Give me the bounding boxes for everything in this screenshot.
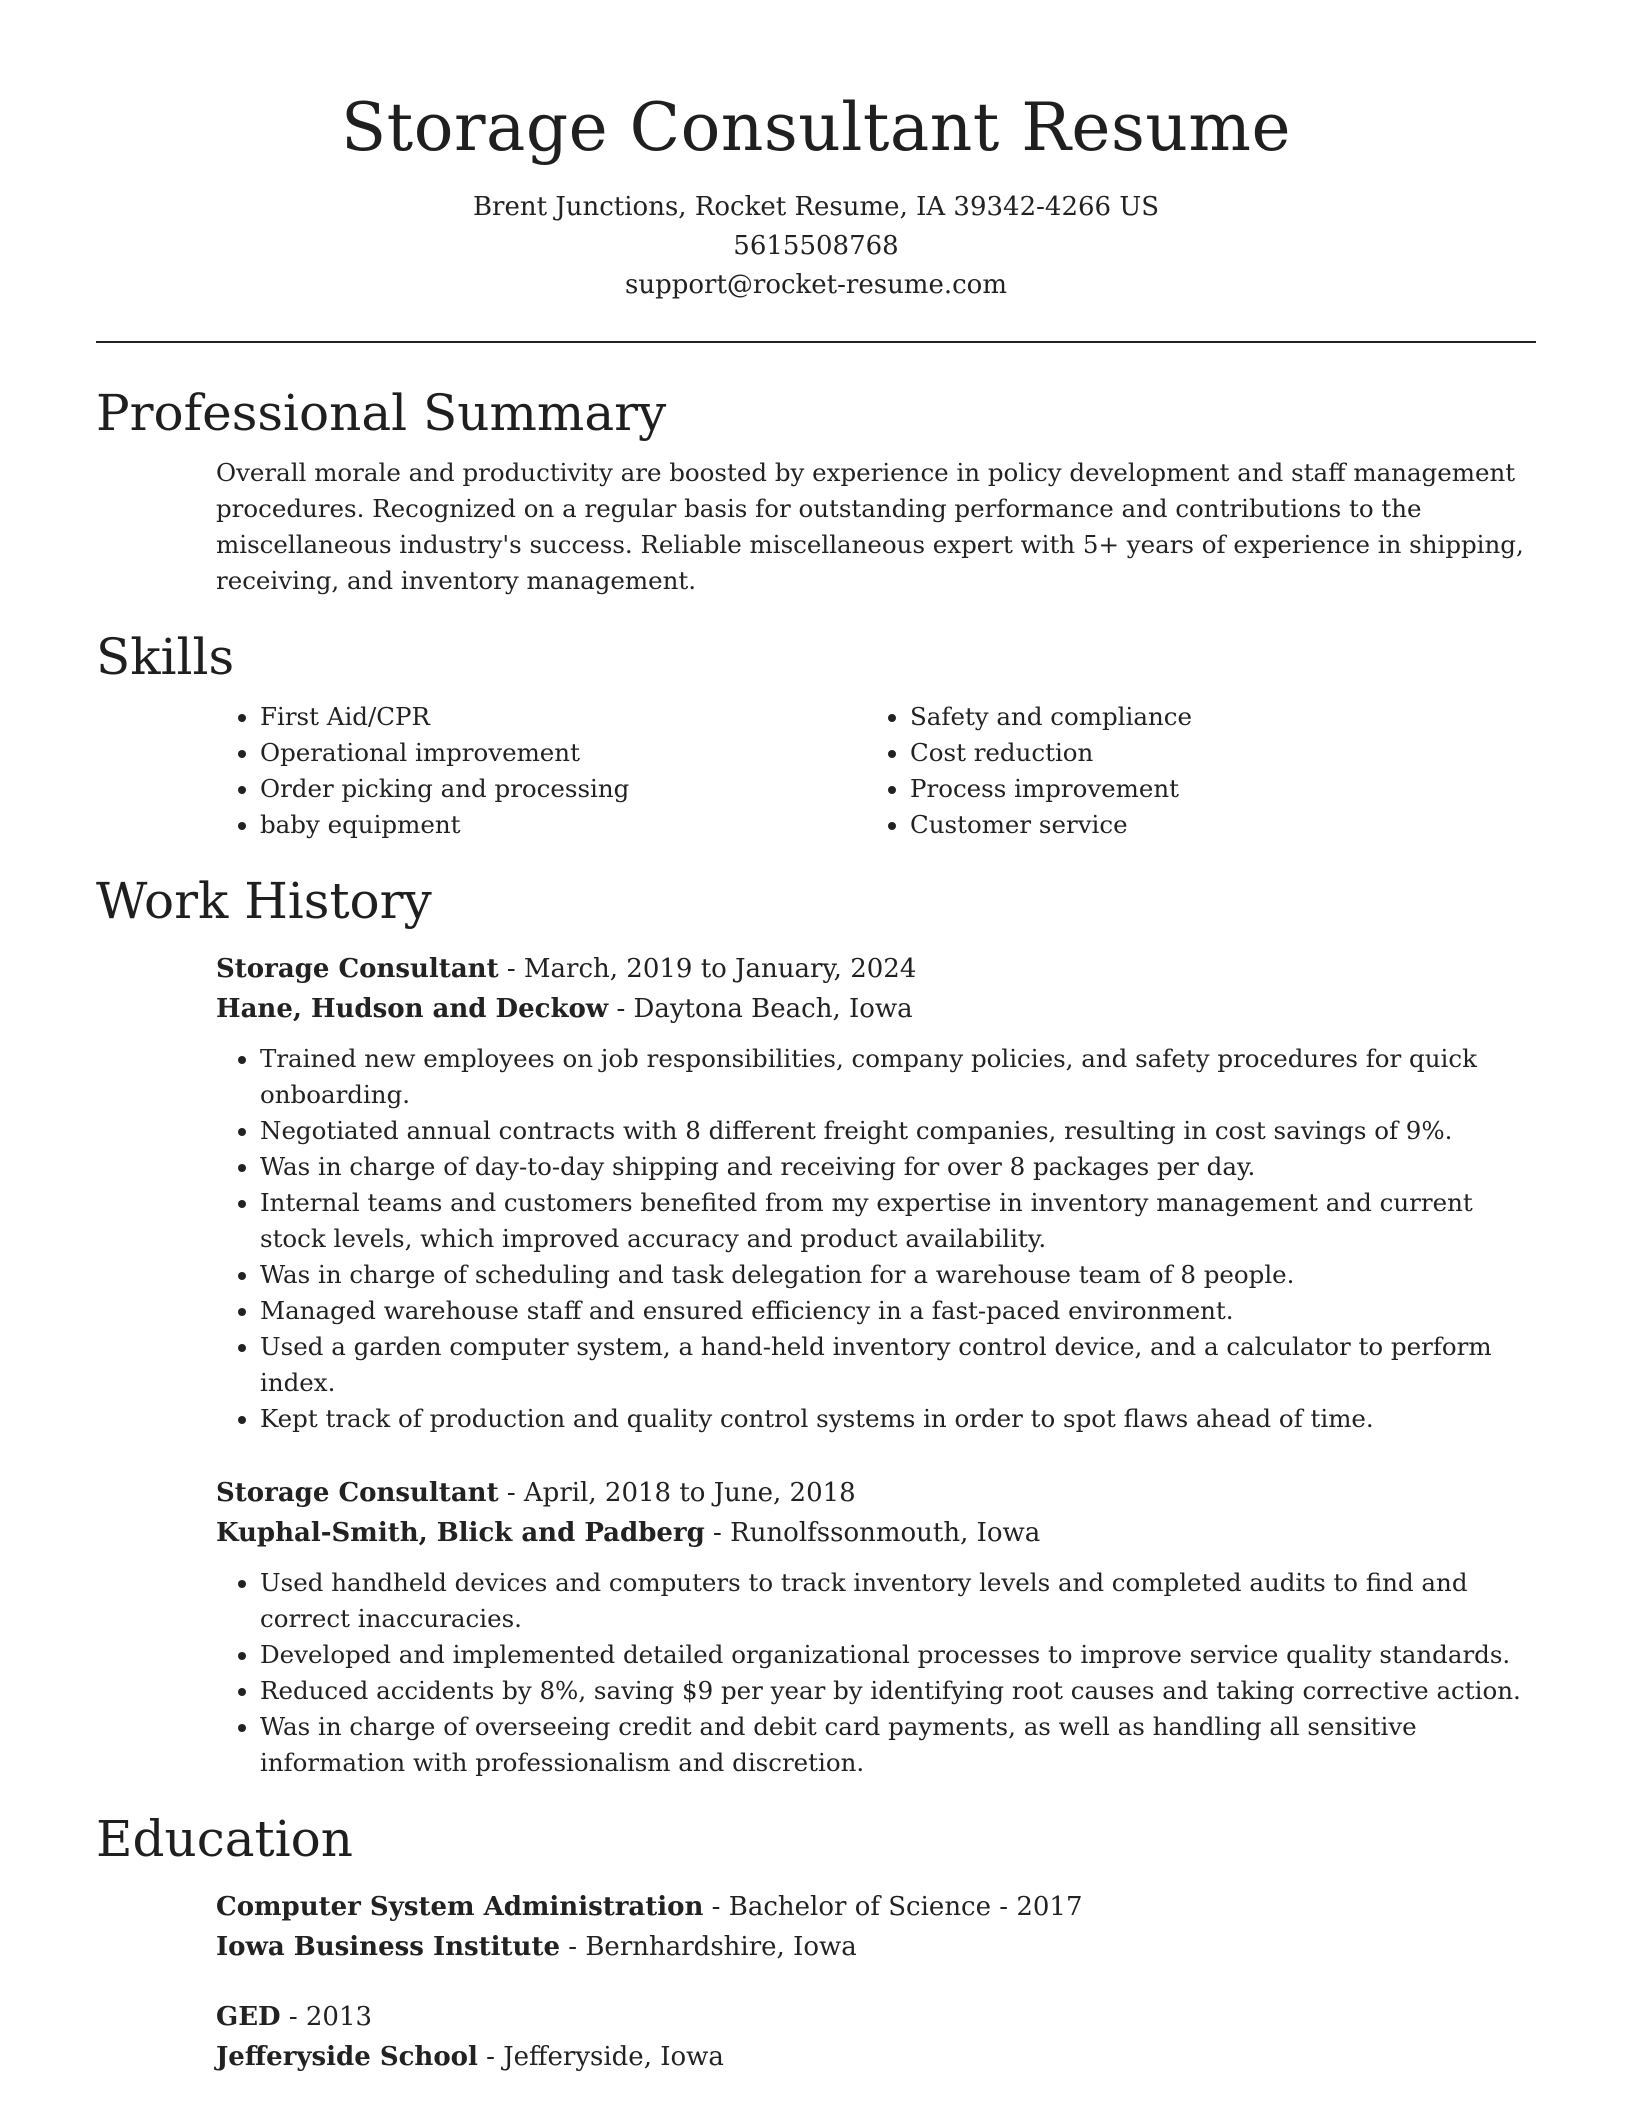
job-bullet: • Trained new employees on job responsibilities, company policies, and safety procedures for quick onboarding. — [260, 1041, 1536, 1113]
contact-address: Brent Junctions, Rocket Resume, IA 39342-4266 US — [472, 192, 1160, 222]
section-education — [96, 1807, 1536, 2077]
job-title-line — [216, 1473, 1536, 1513]
section-heading-summary: Professional Summary — [96, 384, 667, 442]
job-location: - Daytona Beach, Iowa — [608, 994, 913, 1024]
education-entry — [216, 1997, 1536, 2077]
education-location: - Bernhardshire, Iowa — [560, 1932, 857, 1962]
skill-item: • baby equipment — [260, 807, 866, 843]
header-divider — [96, 341, 1536, 343]
section-summary — [96, 381, 1536, 599]
skill-item: • Cost reduction — [910, 735, 1516, 771]
job-bullet: • Developed and implemented detailed organizational processes to improve service quality standards. — [260, 1637, 1536, 1673]
contact-email: support@rocket-resume.com — [624, 270, 1007, 300]
job-bullet: • Was in charge of day-to-day shipping and receiving for over 8 packages per day. — [260, 1149, 1536, 1185]
education-degree: Computer System Administration — [216, 1892, 704, 1922]
section-skills — [96, 625, 1536, 843]
education-location: - Jefferyside, Iowa — [477, 2042, 724, 2072]
education-school: Iowa Business Institute — [216, 1932, 561, 1962]
section-heading-skills: Skills — [96, 628, 235, 686]
education-school: Jefferyside School — [216, 2042, 478, 2072]
work-body — [216, 949, 1536, 1781]
page-title: Storage Consultant Resume — [340, 89, 1292, 166]
skills-grid — [216, 699, 1536, 843]
job-bullet: • Used a garden computer system, a hand-held inventory control device, and a calculator to perform index. — [260, 1329, 1536, 1401]
education-entry — [216, 1887, 1536, 1967]
skill-item: • First Aid/CPR — [260, 699, 866, 735]
contact-phone: 5615508768 — [733, 231, 899, 261]
skills-body — [216, 699, 1536, 843]
education-body — [216, 1887, 1536, 2077]
job-bullet: • Internal teams and customers benefited from my expertise in inventory management and current stock levels, which improved accuracy and product availability. — [260, 1185, 1536, 1257]
job-company: Hane, Hudson and Deckow — [216, 994, 609, 1024]
contact-block — [96, 188, 1536, 305]
job-bullets — [216, 1041, 1536, 1437]
job-entry — [216, 1473, 1536, 1781]
education-school-line — [216, 1927, 1536, 1967]
education-detail: - Bachelor of Science - 2017 — [703, 1892, 1083, 1922]
skill-item: • Safety and compliance — [910, 699, 1516, 735]
job-bullet: • Reduced accidents by 8%, saving $9 per year by identifying root causes and taking corrective action. — [260, 1673, 1536, 1709]
job-title-line — [216, 949, 1536, 989]
job-dates: - April, 2018 to June, 2018 — [498, 1478, 856, 1508]
skill-item: • Customer service — [910, 807, 1516, 843]
education-school-line — [216, 2037, 1536, 2077]
job-company-line — [216, 1513, 1536, 1553]
job-dates: - March, 2019 to January, 2024 — [498, 954, 917, 984]
section-heading-education: Education — [96, 1810, 353, 1868]
job-bullet: • Was in charge of overseeing credit and debit card payments, as well as handling all sensitive information with professionalism and discretion. — [260, 1709, 1536, 1781]
job-bullet: • Used handheld devices and computers to track inventory levels and completed audits to find and correct inaccuracies. — [260, 1565, 1536, 1637]
skills-list-right — [866, 699, 1516, 843]
section-heading-work: Work History — [96, 872, 432, 930]
job-bullet: • Was in charge of scheduling and task delegation for a warehouse team of 8 people. — [260, 1257, 1536, 1293]
job-bullets — [216, 1565, 1536, 1781]
education-detail: - 2013 — [280, 2002, 373, 2032]
education-degree-line — [216, 1997, 1536, 2037]
education-degree-line — [216, 1887, 1536, 1927]
job-location: - Runolfssonmouth, Iowa — [704, 1518, 1041, 1548]
skills-list-left — [216, 699, 866, 843]
resume-page — [96, 0, 1536, 2077]
job-company: Kuphal-Smith, Blick and Padberg — [216, 1518, 705, 1548]
resume-header — [96, 0, 1536, 343]
section-work-history — [96, 869, 1536, 1781]
education-degree: GED — [216, 2002, 281, 2032]
job-title: Storage Consultant — [216, 954, 499, 984]
summary-text: Overall morale and productivity are boosted by experience in policy development and staff management procedures. Recognized on a regular basis for outstanding performance and contributions to the miscellaneous industry's success. Reliable miscellaneous expert with 5+ years of experience in shipping, receiving, and inventory management. — [216, 458, 1524, 595]
job-entry — [216, 949, 1536, 1437]
skill-item: • Process improvement — [910, 771, 1516, 807]
job-bullet: • Kept track of production and quality control systems in order to spot flaws ahead of time. — [260, 1401, 1536, 1437]
job-company-line — [216, 989, 1536, 1029]
skill-item: • Order picking and processing — [260, 771, 866, 807]
job-title: Storage Consultant — [216, 1478, 499, 1508]
skill-item: • Operational improvement — [260, 735, 866, 771]
job-bullet: • Managed warehouse staff and ensured efficiency in a fast-paced environment. — [260, 1293, 1536, 1329]
job-bullet: • Negotiated annual contracts with 8 different freight companies, resulting in cost savings of 9%. — [260, 1113, 1536, 1149]
